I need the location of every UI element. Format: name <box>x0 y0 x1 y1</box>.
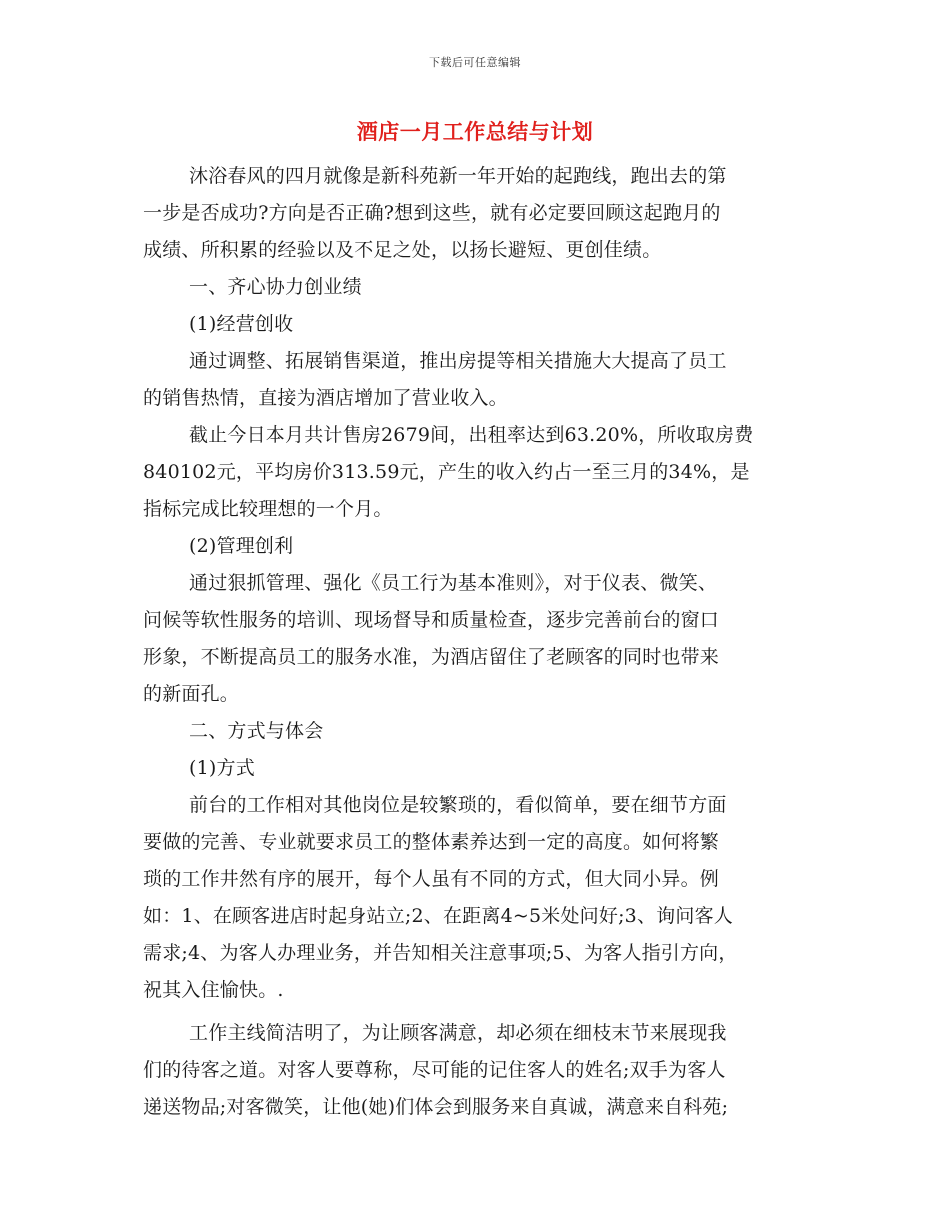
body-line: 840102元，平均房价313.59元，产生的收入约占一至三月的34%，是 <box>143 461 750 483</box>
body-line: 截止今日本月共计售房2679间，出租率达到63.20%，所收取房费 <box>189 424 754 446</box>
body-line: (1)经营创收 <box>189 313 294 335</box>
body-line: 要做的完善、专业就要求员工的整体素养达到一定的高度。如何将繁 <box>143 831 720 853</box>
body-line: 通过狠抓管理、强化《员工行为基本准则》，对于仪表、微笑、 <box>189 572 718 594</box>
body-line: 递送物品;对客微笑，让他(她)们体会到服务来自真诚，满意来自科苑; <box>143 1096 729 1118</box>
body-line: 的销售热情，直接为酒店增加了营业收入。 <box>143 387 508 409</box>
body-line: 琐的工作井然有序的展开，每个人虽有不同的方式，但大同小异。例 <box>143 868 720 890</box>
body-line: 一步是否成功?方向是否正确?想到这些，就有必定要回顾这起跑月的 <box>143 202 721 224</box>
body-line: 们的待客之道。对客人要尊称，尽可能的记住客人的姓名;双手为客人 <box>143 1059 726 1081</box>
body-line: 工作主线简洁明了，为让顾客满意，却必须在细枝末节来展现我 <box>189 1022 727 1044</box>
body-line: 成绩、所积累的经验以及不足之处，以扬长避短、更创佳绩。 <box>143 239 662 261</box>
document-title: 酒店一月工作总结与计划 <box>356 119 594 144</box>
body-line: 指标完成比较理想的一个月。 <box>143 498 393 520</box>
body-line: 如：1、在顾客进店时起身站立;2、在距离4~5米处问好;3、询问客人 <box>143 905 733 927</box>
body-line: 通过调整、拓展销售渠道，推出房提等相关措施大大提高了员工 <box>189 350 727 372</box>
document-body <box>143 158 808 1126</box>
body-line: 的新面孔。 <box>143 683 240 705</box>
header-note: 下载后可任意编辑 <box>429 56 521 69</box>
body-line: 形象，不断提高员工的服务水准，为酒店留住了老顾客的同时也带来 <box>143 646 720 668</box>
body-line: 二、方式与体会 <box>189 720 324 742</box>
body-line: (2)管理创利 <box>189 535 294 557</box>
body-line: 问候等软性服务的培训、现场督导和质量检查，逐步完善前台的窗口 <box>143 609 720 631</box>
body-line: 需求;4、为客人办理业务，并告知相关注意事项;5、为客人指引方向， <box>143 942 738 964</box>
body-line: (1)方式 <box>189 757 255 779</box>
body-line: 沐浴春风的四月就像是新科苑新一年开始的起跑线，跑出去的第 <box>189 165 727 187</box>
body-line: 一、齐心协力创业绩 <box>189 276 362 298</box>
body-line: 祝其入住愉快。. <box>143 979 284 1001</box>
body-line: 前台的工作相对其他岗位是较繁琐的，看似简单，要在细节方面 <box>189 794 727 816</box>
